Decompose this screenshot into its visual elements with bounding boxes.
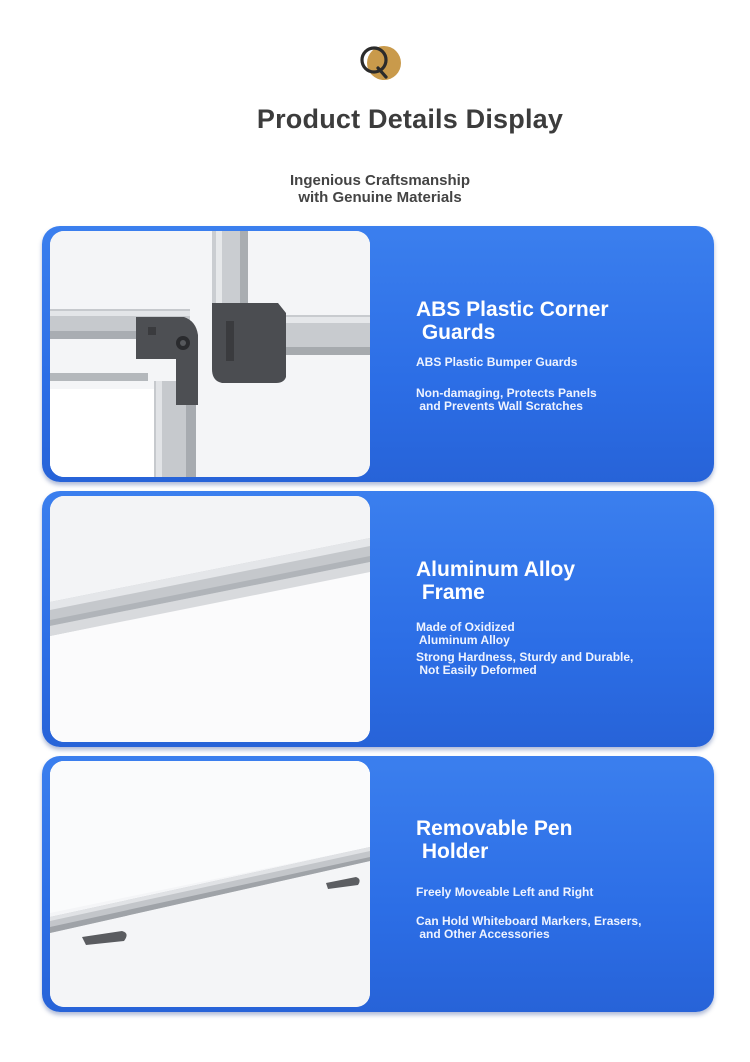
feature-heading: Aluminum Alloy Frame — [416, 558, 576, 604]
feature-desc-secondary: Non-damaging, Protects Panels and Prevents Wall Scratches — [416, 386, 597, 413]
feature-desc-primary: ABS Plastic Bumper Guards — [416, 355, 578, 369]
feature-desc-secondary: Strong Hardness, Sturdy and Durable, Not Easily Deformed — [416, 650, 634, 677]
feature-heading: Removable Pen Holder — [416, 817, 573, 863]
feature-card-aluminum-frame — [42, 491, 714, 747]
brand-logo-icon — [357, 44, 403, 82]
corner-guard-photo — [50, 231, 370, 477]
feature-desc-primary: Made of Oxidized Aluminum Alloy — [416, 620, 515, 647]
feature-card-corner-guards — [42, 226, 714, 482]
feature-card-pen-holder — [42, 756, 714, 1012]
feature-heading: ABS Plastic Corner Guards — [416, 298, 609, 344]
feature-desc-primary: Freely Moveable Left and Right — [416, 885, 594, 899]
page-subtitle — [250, 172, 510, 206]
pen-holder-photo — [50, 761, 370, 1007]
feature-desc-secondary: Can Hold Whiteboard Markers, Erasers, and Other Accessories — [416, 914, 642, 941]
aluminum-frame-photo — [50, 496, 370, 742]
subtitle-line-2: with Genuine Materials — [298, 189, 462, 206]
subtitle-line-1: Ingenious Craftsmanship — [289, 172, 471, 189]
page-title: Product Details Display — [256, 104, 564, 134]
